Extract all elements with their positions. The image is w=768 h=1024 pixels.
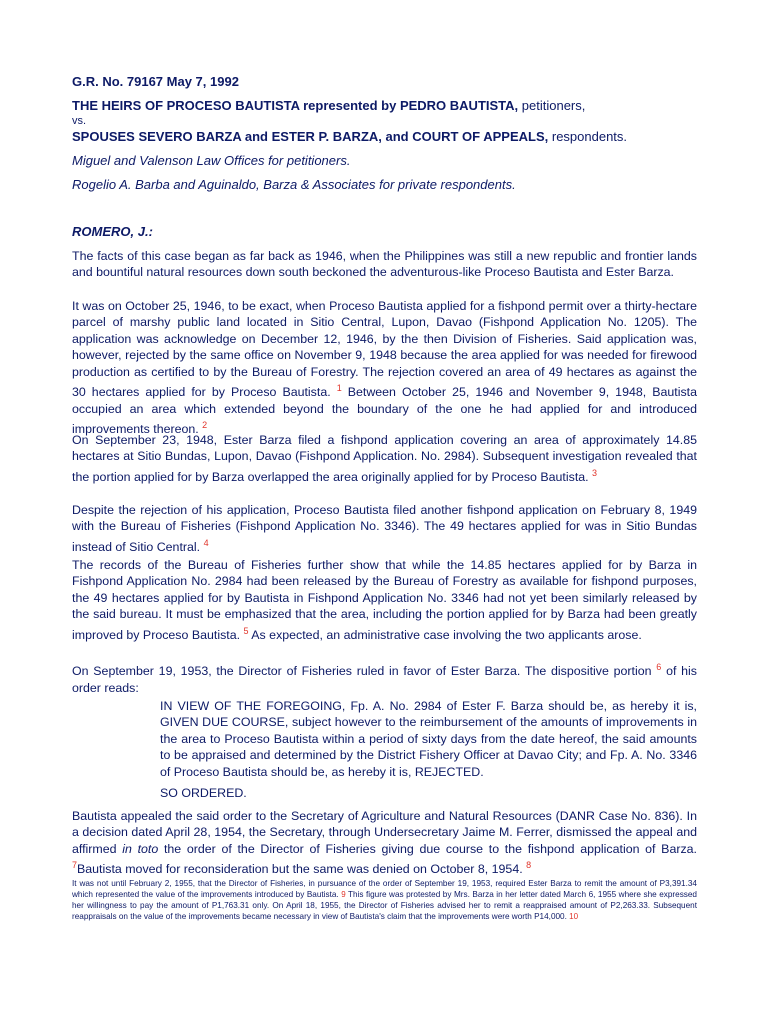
respondents-label: respondents. xyxy=(548,129,628,144)
paragraph-7 xyxy=(72,808,697,878)
footnote-ref-4[interactable]: 4 xyxy=(203,537,209,548)
paragraph-7-text-a: Bautista appealed the said order to the Secretary of Agriculture and Natural Resources (DANR Case No. 836). In a decision dated April 28, 1954, the Secretary, through Undersecretary Jaime M. Ferrer, dismissed the appeal and affirmed xyxy=(72,809,697,856)
case-number: G.R. No. 79167 May 7, 1992 xyxy=(72,74,239,89)
counsel-petitioners: Miguel and Valenson Law Offices for petitioners. xyxy=(72,153,351,168)
paragraph-4 xyxy=(72,502,697,555)
versus: vs. xyxy=(72,115,87,127)
paragraph-8-text-b: This figure was protested by Mrs. Barza in her letter dated March 6, 1955 where she expressed her willingness to pay the amount of P1,763.31 only. On April 18, 1955, the Director of Fisheries advised her to remit a reappraised amount of P2,263.33. Subsequent reappraisals on the value of the improvements became necessary in view of Bautista's claim that the improvements were worth P14,000. xyxy=(72,890,697,921)
paragraph-7-italic: in toto xyxy=(122,841,159,856)
paragraph-7-text-c: Bautista moved for reconsideration but the same was denied on October 8, 1954. xyxy=(77,862,527,877)
footnote-ref-1[interactable]: 1 xyxy=(336,383,342,394)
so-ordered: SO ORDERED. xyxy=(160,786,247,800)
petitioners-label: petitioners, xyxy=(518,98,586,113)
paragraph-5-text-b: As expected, an administrative case involving the two applicants arose. xyxy=(248,627,642,642)
ponente: ROMERO, J.: xyxy=(72,224,153,239)
footnote-ref-3[interactable]: 3 xyxy=(592,467,598,478)
footnote-ref-7[interactable]: 7 xyxy=(72,860,78,871)
paragraph-6-text-b: of his order reads: xyxy=(72,664,698,695)
respondents-names: SPOUSES SEVERO BARZA and ESTER P. BARZA, and COURT OF APPEALS, xyxy=(72,129,549,144)
paragraph-3-text: On September 23, 1948, Ester Barza filed a fishpond application covering an area of approximately 14.85 hectares at Sitio Bundas, Lupon, Davao (Fishpond Application. No. 2984). Subsequent investigation revealed that the portion applied for by Barza overlapped the area originally applied for by Proceso Bautista. xyxy=(72,433,697,484)
paragraph-7-text-b: the order of the Director of Fisheries giving due course to the fishpond application of Barza. xyxy=(158,841,697,856)
respondents-line xyxy=(72,129,697,144)
footnote-ref-10[interactable]: 10 xyxy=(569,912,579,921)
paragraph-8 xyxy=(72,878,697,922)
paragraph-3 xyxy=(72,432,697,485)
paragraph-2 xyxy=(72,298,697,438)
petitioners-names: THE HEIRS OF PROCESO BAUTISTA represented by PEDRO BAUTISTA, xyxy=(72,98,519,113)
paragraph-2-text-b: Between October 25, 1946 and November 9, 1948, Bautista occupied an area which extended beyond the boundary of the one he had applied for and introduced improvements thereon. xyxy=(72,385,697,437)
footnote-ref-2[interactable]: 2 xyxy=(202,419,208,430)
paragraph-8-text-a: It was not until February 2, 1955, that the Director of Fisheries, in pursuance of the order of September 19, 1953, required Ester Barza to remit the amount of P3,391.34 which represented the value of the improvements introduced by Bautista. xyxy=(72,879,697,899)
footnote-ref-9[interactable]: 9 xyxy=(341,890,346,899)
paragraph-5-text-a: The records of the Bureau of Fisheries further show that while the 14.85 hectares applied for by Barza in Fishpond Application No. 2984 had been released by the Bureau of Forestry as available for fishpond purposes, the 49 hectares applied for by Bautista in Fishpond Application No. 3346 had not yet been similarly released by the said bureau. It must be emphasized that the area, including the portion applied for by Barza had been greatly improved by Proceso Bautista. xyxy=(72,558,697,642)
paragraph-6 xyxy=(72,659,697,696)
paragraph-4-text: Despite the rejection of his application, Proceso Bautista filed another fishpond application on February 8, 1949 with the Bureau of Fisheries (Fishpond Application No. 3346). The 49 hectares applied for was in Sitio Bundas instead of Sitio Central. xyxy=(72,503,697,554)
counsel-respondents: Rogelio A. Barba and Aguinaldo, Barza & Associates for private respondents. xyxy=(72,177,516,192)
footnote-ref-8[interactable]: 8 xyxy=(526,860,532,871)
quoted-order: IN VIEW OF THE FOREGOING, Fp. A. No. 2984 of Ester F. Barza should be, as hereby it is, GIVEN DUE COURSE, subject however to the reimbursement of the amounts of improvements in the area to Proceso Bautista within a period of sixty days from the date hereof, the said amounts to be appraised and determined by the District Fishery Officer at Davao City; and Fp. A. No. 3346 of Proceso Bautista should be, as hereby it is, REJECTED. xyxy=(160,699,697,779)
footnote-ref-5[interactable]: 5 xyxy=(243,625,249,636)
paragraph-5 xyxy=(72,557,697,643)
paragraph-6-text-a: On September 19, 1953, the Director of Fisheries ruled in favor of Ester Barza. The dispositive portion xyxy=(72,664,657,679)
paragraph-2-text-a: It was on October 25, 1946, to be exact, when Proceso Bautista applied for a fishpond permit over a thirty-hectare parcel of marshy public land located in Sitio Central, Lupon, Davao (Fishpond Application No. 1205). The application was acknowledge on December 12, 1946, by the then Division of Fisheries. Said application was, however, rejected by the same office on November 9, 1948 because the area applied for was needed for firewood production as certified to by the Bureau of Forestry. The rejection covered an area of 49 hectares as against the 30 hectares applied for by Proceso Bautista. xyxy=(72,299,697,400)
petitioners-line xyxy=(72,98,697,113)
paragraph-1: The facts of this case began as far back as 1946, when the Philippines was still a new republic and frontier lands and bountiful natural resources down south beckoned the adventurous-like Proceso Bautista and Ester Barza. xyxy=(72,249,697,280)
footnote-ref-6[interactable]: 6 xyxy=(656,662,662,672)
